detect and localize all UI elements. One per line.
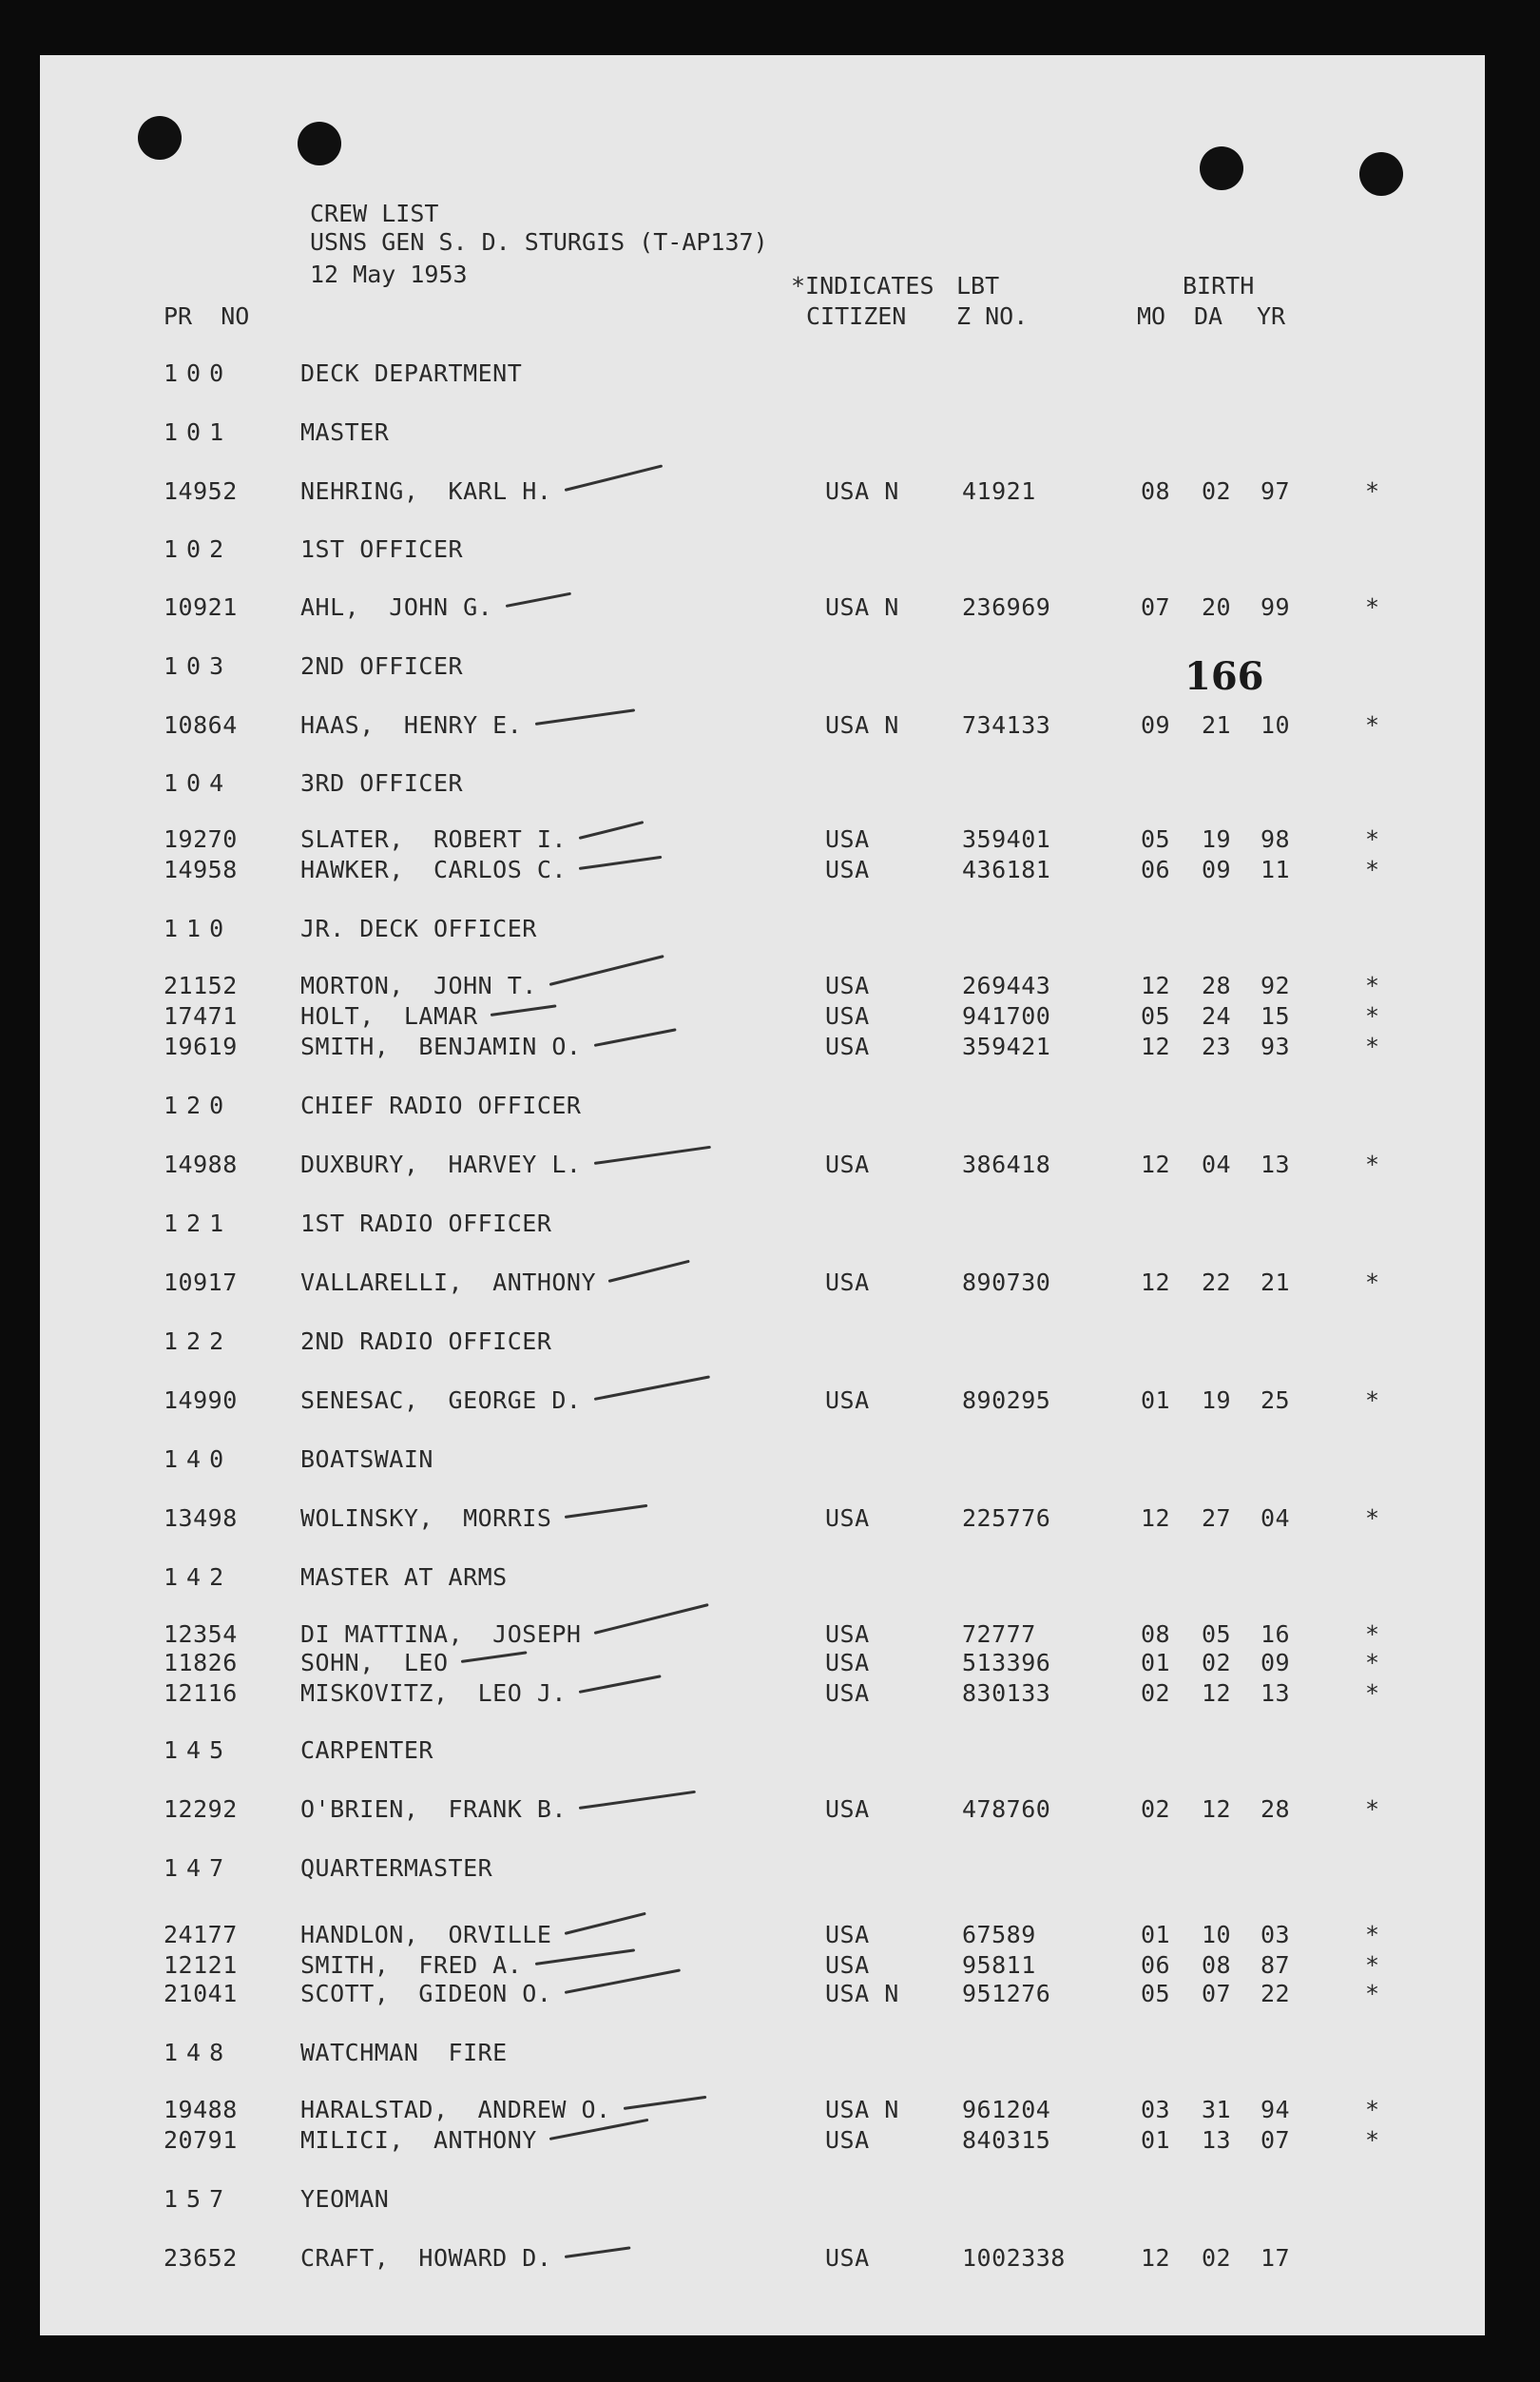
birth-year: 13 bbox=[1261, 1151, 1291, 1178]
section-label: QUARTERMASTER bbox=[300, 1854, 493, 1882]
pr-number: 19270 bbox=[164, 825, 238, 853]
birth-year: 16 bbox=[1261, 1620, 1291, 1648]
z-number: 269443 bbox=[962, 972, 1051, 999]
section-code: 100 bbox=[164, 359, 233, 387]
citizenship: USA bbox=[825, 972, 870, 999]
z-number: 72777 bbox=[962, 1620, 1036, 1648]
z-number: 890730 bbox=[962, 1268, 1051, 1296]
birth-month: 06 bbox=[1141, 856, 1171, 883]
birth-year: 28 bbox=[1261, 1795, 1291, 1823]
citizen-asterisk: * bbox=[1365, 825, 1380, 853]
citizenship: USA N bbox=[825, 1980, 899, 2007]
citizen-asterisk: * bbox=[1365, 1679, 1380, 1707]
z-number: 41921 bbox=[962, 477, 1036, 505]
pr-number: 12121 bbox=[164, 1951, 238, 1979]
birth-month: 12 bbox=[1141, 1504, 1171, 1532]
crew-name: MILICI, ANTHONY bbox=[300, 2126, 537, 2154]
col-header-yr: YR bbox=[1257, 302, 1286, 330]
crew-name: MISKOVITZ, LEO J. bbox=[300, 1679, 567, 1707]
birth-year: 98 bbox=[1261, 825, 1291, 853]
citizen-asterisk: * bbox=[1365, 1649, 1380, 1676]
crew-name: HOLT, LAMAR bbox=[300, 1002, 478, 1030]
citizenship: USA N bbox=[825, 477, 899, 505]
section-label: BOATSWAIN bbox=[300, 1445, 433, 1473]
birth-day: 10 bbox=[1202, 1921, 1232, 1948]
birth-year: 03 bbox=[1261, 1921, 1291, 1948]
birth-month: 05 bbox=[1141, 825, 1171, 853]
citizenship: USA bbox=[825, 1921, 870, 1948]
section-code: 147 bbox=[164, 1854, 233, 1882]
page-number: 166 bbox=[1184, 654, 1264, 699]
z-number: 840315 bbox=[962, 2126, 1051, 2154]
col-header-citizen: CITIZEN bbox=[806, 302, 907, 330]
citizen-asterisk: * bbox=[1365, 1386, 1380, 1414]
z-number: 359401 bbox=[962, 825, 1051, 853]
birth-month: 08 bbox=[1141, 1620, 1171, 1648]
pr-number: 12116 bbox=[164, 1679, 238, 1707]
citizenship: USA bbox=[825, 856, 870, 883]
z-number: 436181 bbox=[962, 856, 1051, 883]
birth-month: 12 bbox=[1141, 1151, 1171, 1178]
z-number: 734133 bbox=[962, 711, 1051, 739]
citizen-asterisk: * bbox=[1365, 711, 1380, 739]
citizen-asterisk: * bbox=[1365, 1951, 1380, 1979]
section-label: DECK DEPARTMENT bbox=[300, 359, 523, 387]
crew-name: CRAFT, HOWARD D. bbox=[300, 2244, 552, 2272]
section-label: CARPENTER bbox=[300, 1736, 433, 1764]
birth-year: 25 bbox=[1261, 1386, 1291, 1414]
crew-name: SCOTT, GIDEON O. bbox=[300, 1980, 552, 2007]
citizen-asterisk: * bbox=[1365, 856, 1380, 883]
citizen-asterisk: * bbox=[1365, 1795, 1380, 1823]
citizenship: USA bbox=[825, 2126, 870, 2154]
crew-name: NEHRING, KARL H. bbox=[300, 477, 552, 505]
pr-number: 20791 bbox=[164, 2126, 238, 2154]
section-label: CHIEF RADIO OFFICER bbox=[300, 1092, 582, 1119]
pr-number: 10921 bbox=[164, 593, 238, 621]
section-label: 3RD OFFICER bbox=[300, 769, 464, 797]
crew-name: HANDLON, ORVILLE bbox=[300, 1921, 552, 1948]
citizen-asterisk: * bbox=[1365, 1620, 1380, 1648]
citizen-asterisk: * bbox=[1365, 972, 1380, 999]
pr-number: 19619 bbox=[164, 1033, 238, 1060]
birth-month: 06 bbox=[1141, 1951, 1171, 1979]
punch-hole bbox=[138, 116, 182, 160]
citizenship: USA bbox=[825, 1002, 870, 1030]
crew-name: VALLARELLI, ANTHONY bbox=[300, 1268, 597, 1296]
z-number: 386418 bbox=[962, 1151, 1051, 1178]
citizenship: USA bbox=[825, 1951, 870, 1979]
col-header-pr-no: PR NO bbox=[164, 302, 250, 330]
section-code: 157 bbox=[164, 2185, 233, 2213]
section-code: 148 bbox=[164, 2039, 233, 2066]
pr-number: 14990 bbox=[164, 1386, 238, 1414]
z-number: 513396 bbox=[962, 1649, 1051, 1676]
citizenship: USA N bbox=[825, 711, 899, 739]
citizen-asterisk: * bbox=[1365, 477, 1380, 505]
birth-year: 04 bbox=[1261, 1504, 1291, 1532]
z-number: 95811 bbox=[962, 1951, 1036, 1979]
birth-month: 01 bbox=[1141, 1386, 1171, 1414]
birth-month: 12 bbox=[1141, 2244, 1171, 2272]
crew-name: HAWKER, CARLOS C. bbox=[300, 856, 567, 883]
birth-day: 19 bbox=[1202, 825, 1232, 853]
birth-month: 05 bbox=[1141, 1002, 1171, 1030]
z-number: 890295 bbox=[962, 1386, 1051, 1414]
citizen-asterisk: * bbox=[1365, 1151, 1380, 1178]
birth-day: 02 bbox=[1202, 477, 1232, 505]
pr-number: 19488 bbox=[164, 2096, 238, 2123]
pr-number: 14958 bbox=[164, 856, 238, 883]
citizenship: USA bbox=[825, 1795, 870, 1823]
z-number: 478760 bbox=[962, 1795, 1051, 1823]
citizenship: USA bbox=[825, 1679, 870, 1707]
punch-hole bbox=[1200, 146, 1243, 190]
birth-month: 01 bbox=[1141, 1649, 1171, 1676]
citizen-asterisk: * bbox=[1365, 593, 1380, 621]
z-number: 225776 bbox=[962, 1504, 1051, 1532]
crew-name: DI MATTINA, JOSEPH bbox=[300, 1620, 582, 1648]
section-code: 142 bbox=[164, 1563, 233, 1591]
pr-number: 17471 bbox=[164, 1002, 238, 1030]
section-code: 121 bbox=[164, 1210, 233, 1237]
section-label: 2ND OFFICER bbox=[300, 652, 464, 680]
punch-hole bbox=[1359, 152, 1403, 196]
birth-day: 24 bbox=[1202, 1002, 1232, 1030]
citizenship: USA bbox=[825, 1386, 870, 1414]
birth-month: 02 bbox=[1141, 1679, 1171, 1707]
birth-day: 19 bbox=[1202, 1386, 1232, 1414]
birth-month: 12 bbox=[1141, 1268, 1171, 1296]
citizen-asterisk: * bbox=[1365, 2126, 1380, 2154]
col-header-indicates: *INDICATES bbox=[791, 272, 934, 300]
birth-month: 07 bbox=[1141, 593, 1171, 621]
crew-name: SMITH, FRED A. bbox=[300, 1951, 523, 1979]
section-code: 103 bbox=[164, 652, 233, 680]
birth-month: 02 bbox=[1141, 1795, 1171, 1823]
crew-name: WOLINSKY, MORRIS bbox=[300, 1504, 552, 1532]
citizen-asterisk: * bbox=[1365, 1268, 1380, 1296]
z-number: 951276 bbox=[962, 1980, 1051, 2007]
citizenship: USA bbox=[825, 1649, 870, 1676]
section-code: 110 bbox=[164, 915, 233, 942]
punch-hole bbox=[298, 122, 341, 165]
citizenship: USA N bbox=[825, 2096, 899, 2123]
col-header-mo: MO bbox=[1137, 302, 1166, 330]
citizen-asterisk: * bbox=[1365, 2096, 1380, 2123]
birth-day: 02 bbox=[1202, 2244, 1232, 2272]
z-number: 830133 bbox=[962, 1679, 1051, 1707]
birth-year: 13 bbox=[1261, 1679, 1291, 1707]
birth-day: 23 bbox=[1202, 1033, 1232, 1060]
crew-name: AHL, JOHN G. bbox=[300, 593, 493, 621]
ship-name: USNS GEN S. D. STURGIS (T-AP137) bbox=[310, 228, 768, 256]
birth-year: 99 bbox=[1261, 593, 1291, 621]
birth-day: 05 bbox=[1202, 1620, 1232, 1648]
birth-year: 17 bbox=[1261, 2244, 1291, 2272]
birth-year: 87 bbox=[1261, 1951, 1291, 1979]
birth-month: 05 bbox=[1141, 1980, 1171, 2007]
birth-year: 15 bbox=[1261, 1002, 1291, 1030]
pr-number: 13498 bbox=[164, 1504, 238, 1532]
birth-day: 20 bbox=[1202, 593, 1232, 621]
z-number: 359421 bbox=[962, 1033, 1051, 1060]
citizenship: USA bbox=[825, 1151, 870, 1178]
pr-number: 24177 bbox=[164, 1921, 238, 1948]
birth-month: 01 bbox=[1141, 2126, 1171, 2154]
birth-year: 92 bbox=[1261, 972, 1291, 999]
birth-month: 12 bbox=[1141, 972, 1171, 999]
section-label: WATCHMAN FIRE bbox=[300, 2039, 508, 2066]
section-code: 102 bbox=[164, 535, 233, 563]
birth-year: 97 bbox=[1261, 477, 1291, 505]
citizen-asterisk: * bbox=[1365, 1033, 1380, 1060]
birth-day: 27 bbox=[1202, 1504, 1232, 1532]
crew-name: DUXBURY, HARVEY L. bbox=[300, 1151, 582, 1178]
citizenship: USA bbox=[825, 1268, 870, 1296]
birth-year: 11 bbox=[1261, 856, 1291, 883]
pr-number: 11826 bbox=[164, 1649, 238, 1676]
birth-year: 07 bbox=[1261, 2126, 1291, 2154]
crew-name: SMITH, BENJAMIN O. bbox=[300, 1033, 582, 1060]
crew-name: SENESAC, GEORGE D. bbox=[300, 1386, 582, 1414]
birth-year: 22 bbox=[1261, 1980, 1291, 2007]
citizen-asterisk: * bbox=[1365, 1504, 1380, 1532]
citizenship: USA bbox=[825, 1504, 870, 1532]
section-label: JR. DECK OFFICER bbox=[300, 915, 537, 942]
document-title: CREW LIST bbox=[310, 200, 439, 227]
citizenship: USA bbox=[825, 1033, 870, 1060]
section-label: YEOMAN bbox=[300, 2185, 390, 2213]
birth-year: 10 bbox=[1261, 711, 1291, 739]
pr-number: 12292 bbox=[164, 1795, 238, 1823]
pr-number: 12354 bbox=[164, 1620, 238, 1648]
crew-name: O'BRIEN, FRANK B. bbox=[300, 1795, 567, 1823]
birth-day: 12 bbox=[1202, 1795, 1232, 1823]
pr-number: 10917 bbox=[164, 1268, 238, 1296]
pr-number: 23652 bbox=[164, 2244, 238, 2272]
crew-name: SOHN, LEO bbox=[300, 1649, 449, 1676]
section-label: 1ST OFFICER bbox=[300, 535, 464, 563]
birth-day: 31 bbox=[1202, 2096, 1232, 2123]
section-code: 120 bbox=[164, 1092, 233, 1119]
birth-year: 93 bbox=[1261, 1033, 1291, 1060]
pr-number: 14952 bbox=[164, 477, 238, 505]
birth-day: 07 bbox=[1202, 1980, 1232, 2007]
section-label: 2ND RADIO OFFICER bbox=[300, 1327, 552, 1355]
pr-number: 14988 bbox=[164, 1151, 238, 1178]
citizenship: USA bbox=[825, 1620, 870, 1648]
birth-day: 04 bbox=[1202, 1151, 1232, 1178]
document-date: 12 May 1953 bbox=[310, 261, 468, 288]
z-number: 961204 bbox=[962, 2096, 1051, 2123]
birth-day: 09 bbox=[1202, 856, 1232, 883]
birth-day: 12 bbox=[1202, 1679, 1232, 1707]
birth-year: 94 bbox=[1261, 2096, 1291, 2123]
birth-day: 22 bbox=[1202, 1268, 1232, 1296]
birth-month: 09 bbox=[1141, 711, 1171, 739]
col-header-da: DA bbox=[1194, 302, 1223, 330]
birth-month: 01 bbox=[1141, 1921, 1171, 1948]
birth-day: 08 bbox=[1202, 1951, 1232, 1979]
z-number: 236969 bbox=[962, 593, 1051, 621]
crew-name: HARALSTAD, ANDREW O. bbox=[300, 2096, 611, 2123]
section-label: MASTER AT ARMS bbox=[300, 1563, 508, 1591]
birth-day: 02 bbox=[1202, 1649, 1232, 1676]
citizen-asterisk: * bbox=[1365, 1921, 1380, 1948]
birth-month: 03 bbox=[1141, 2096, 1171, 2123]
section-code: 122 bbox=[164, 1327, 233, 1355]
birth-day: 28 bbox=[1202, 972, 1232, 999]
citizen-asterisk: * bbox=[1365, 1980, 1380, 2007]
section-code: 145 bbox=[164, 1736, 233, 1764]
col-header-lbt: LBT bbox=[956, 272, 1000, 300]
crew-name: HAAS, HENRY E. bbox=[300, 711, 523, 739]
citizenship: USA N bbox=[825, 593, 899, 621]
birth-year: 21 bbox=[1261, 1268, 1291, 1296]
section-code: 104 bbox=[164, 769, 233, 797]
section-label: 1ST RADIO OFFICER bbox=[300, 1210, 552, 1237]
pr-number: 21041 bbox=[164, 1980, 238, 2007]
birth-month: 08 bbox=[1141, 477, 1171, 505]
col-header-birth: BIRTH bbox=[1183, 272, 1255, 300]
citizen-asterisk: * bbox=[1365, 1002, 1380, 1030]
crew-name: MORTON, JOHN T. bbox=[300, 972, 537, 999]
col-header-z-no: Z NO. bbox=[956, 302, 1029, 330]
birth-month: 12 bbox=[1141, 1033, 1171, 1060]
birth-day: 13 bbox=[1202, 2126, 1232, 2154]
z-number: 1002338 bbox=[962, 2244, 1066, 2272]
citizenship: USA bbox=[825, 2244, 870, 2272]
pr-number: 10864 bbox=[164, 711, 238, 739]
section-label: MASTER bbox=[300, 418, 390, 446]
z-number: 67589 bbox=[962, 1921, 1036, 1948]
citizenship: USA bbox=[825, 825, 870, 853]
birth-day: 21 bbox=[1202, 711, 1232, 739]
crew-name: SLATER, ROBERT I. bbox=[300, 825, 567, 853]
z-number: 941700 bbox=[962, 1002, 1051, 1030]
birth-year: 09 bbox=[1261, 1649, 1291, 1676]
section-code: 140 bbox=[164, 1445, 233, 1473]
section-code: 101 bbox=[164, 418, 233, 446]
pr-number: 21152 bbox=[164, 972, 238, 999]
